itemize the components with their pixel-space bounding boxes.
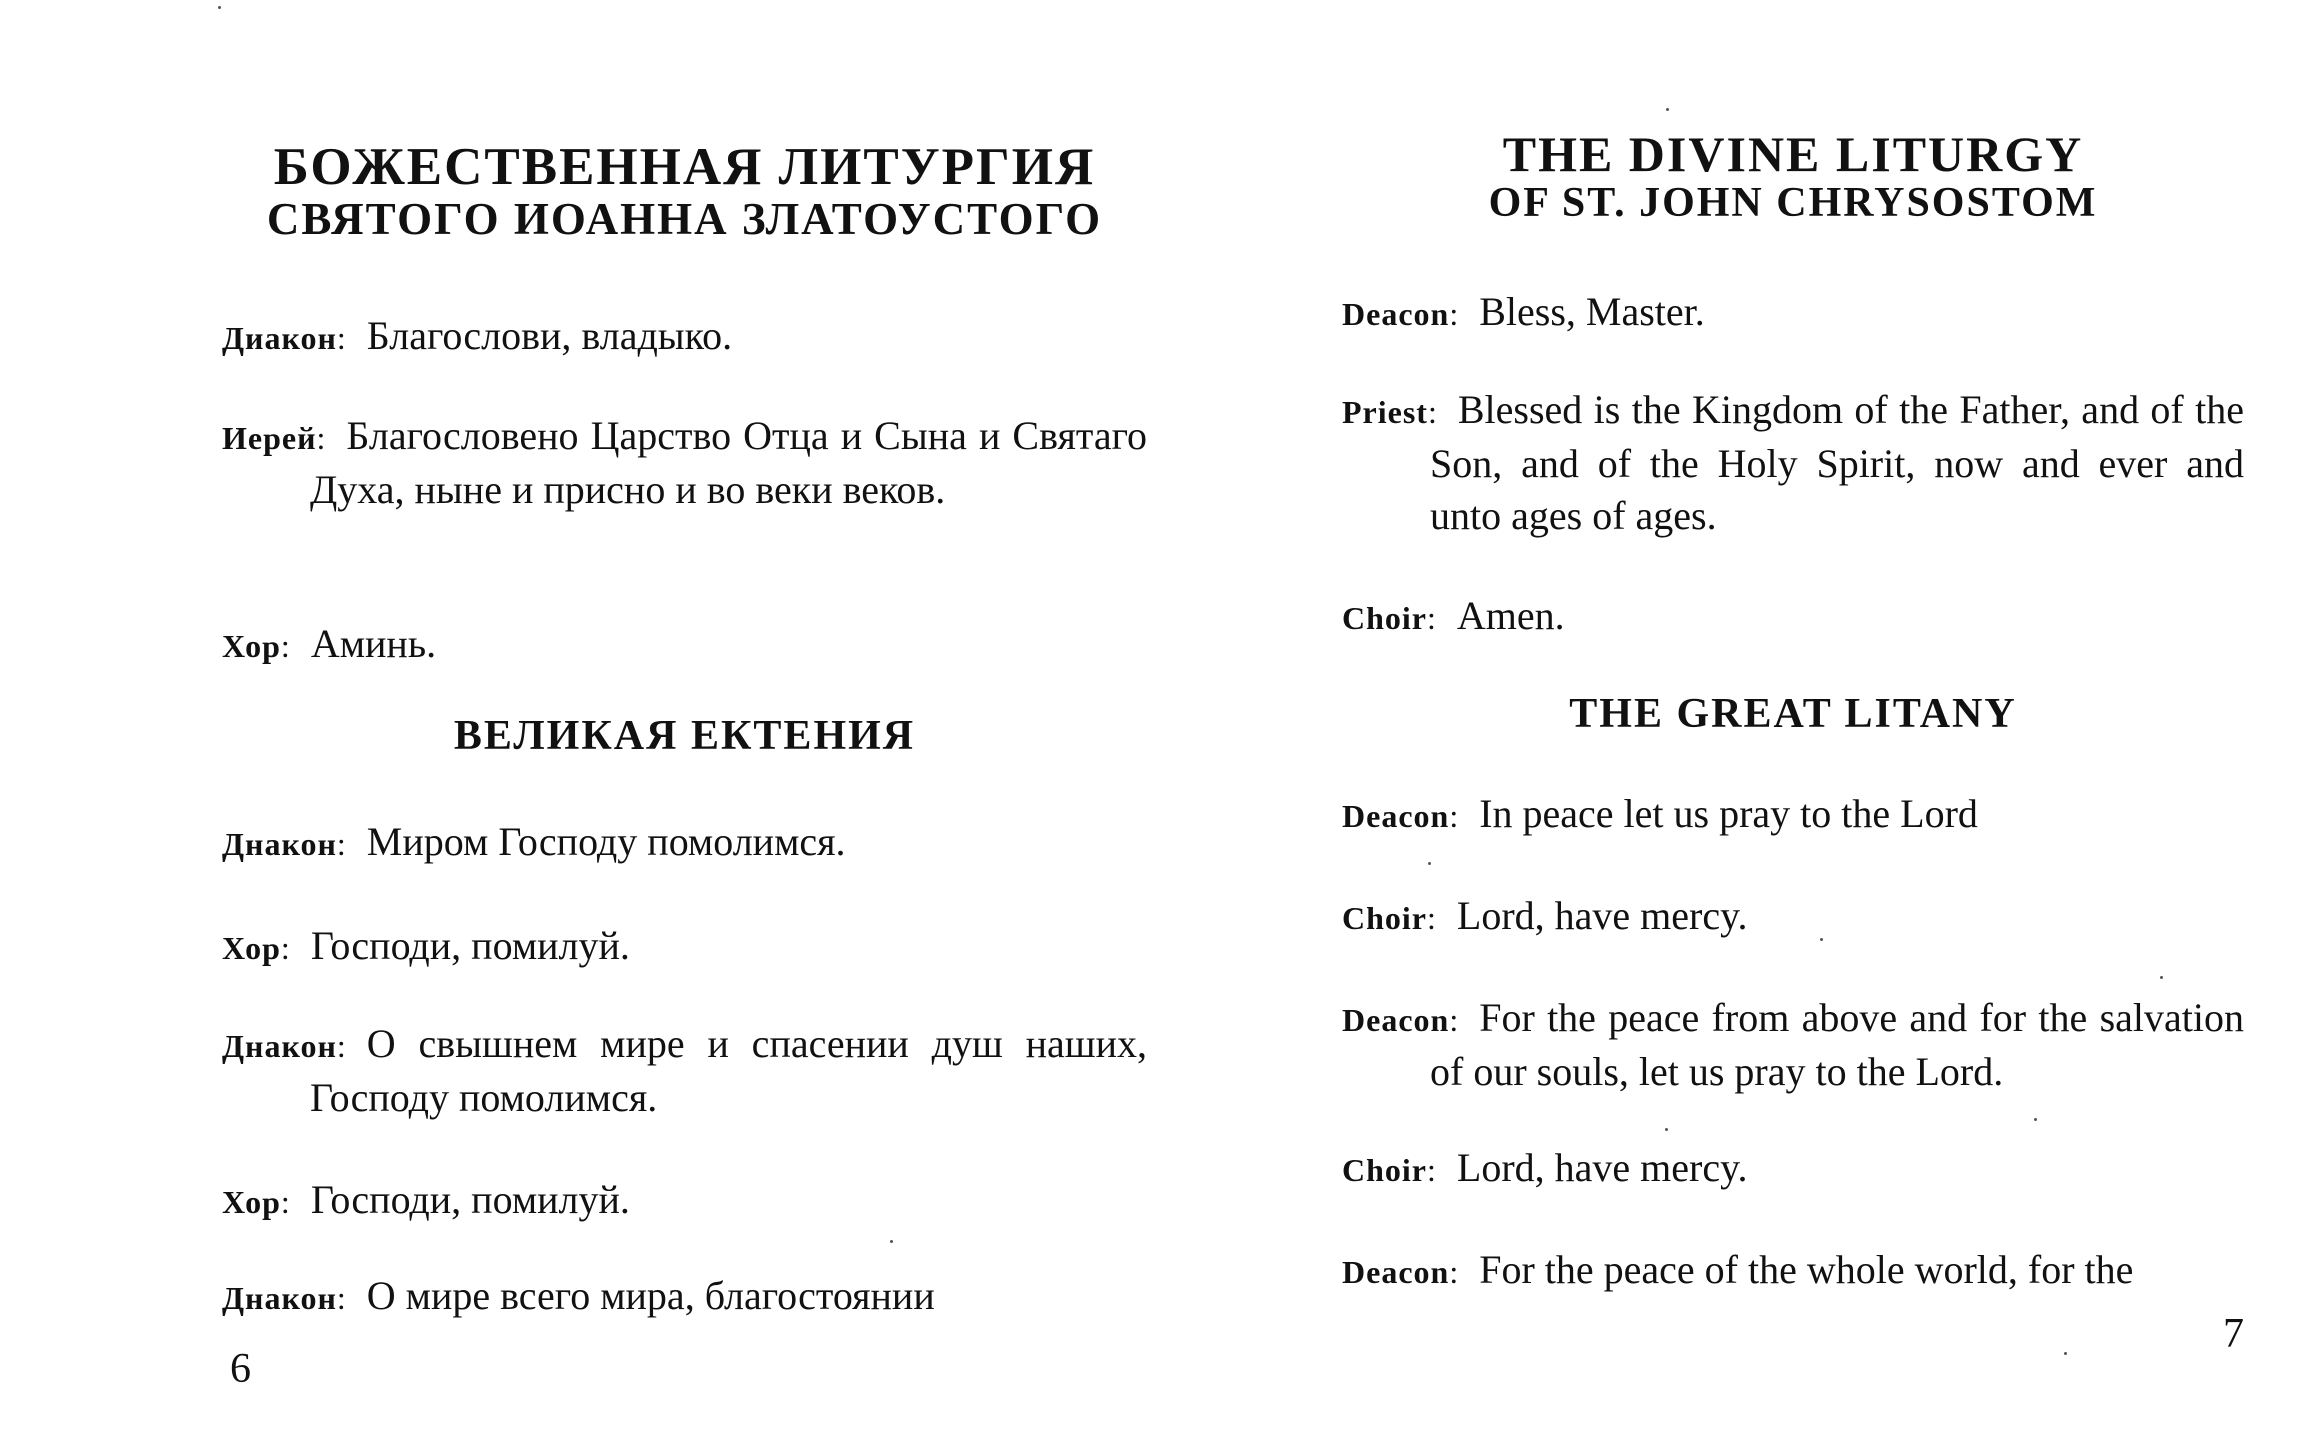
left-entry [222, 410, 1147, 516]
entry-text: For the peace of the whole world, for the [1479, 1247, 2134, 1292]
speaker-label: Хор : [222, 628, 291, 664]
entry-text: Аминь. [310, 621, 437, 666]
left-page-subtitle: СВЯТОГО ИОАННА ЗЛАТОУСТОГО [266, 193, 1103, 244]
entry-text: Миром Господу помолимся. [366, 819, 846, 864]
left-entry [222, 1174, 1147, 1228]
left-page [222, 0, 1147, 1445]
left-entry [222, 1018, 1147, 1124]
scan-speck [1820, 938, 1823, 941]
entry-text: Bless, Master. [1479, 289, 1705, 334]
speaker-label: Deacon : [1342, 798, 1459, 834]
scan-speck [1666, 108, 1669, 111]
scan-speck [2034, 1118, 2037, 1121]
right-entry [1342, 384, 2244, 542]
right-entry [1342, 1244, 2244, 1298]
right-entry [1342, 992, 2244, 1098]
right-entry [1342, 1142, 2244, 1196]
right-page-subtitle: OF ST. JOHN CHRYSOSTOM [1488, 179, 2098, 226]
right-section-heading-block [1342, 690, 2244, 738]
scan-speck [890, 1240, 893, 1243]
scan-speck [1665, 1128, 1668, 1131]
scan-speck [218, 6, 221, 9]
left-entry [222, 816, 1147, 870]
entry-text: Lord, have mercy. [1456, 1145, 1748, 1190]
right-entry [1342, 890, 2244, 944]
right-page [1342, 0, 2244, 1445]
speaker-label: Choir : [1342, 900, 1437, 936]
entry-text: Господи, помилуй. [310, 1177, 630, 1222]
entry-text: For the peace from above and for the salvation of our souls, let us pray to the Lord. [1430, 995, 2244, 1094]
left-entry [222, 920, 1147, 974]
left-entry [222, 310, 1147, 364]
speaker-label: Deacon : [1342, 1002, 1459, 1038]
speaker-label: Хор : [222, 1184, 291, 1220]
right-entry [1342, 286, 2244, 340]
entry-text: Lord, have mercy. [1456, 893, 1748, 938]
right-section-heading: THE GREAT LITANY [1569, 691, 2017, 737]
entry-text: Amen. [1456, 593, 1565, 638]
right-page-title: THE DIVINE LITURGY [1502, 126, 2084, 182]
scan-speck [1428, 862, 1431, 865]
entry-text: О свышнем мире и спасении душ наших, Господу помолимся. [310, 1021, 1147, 1120]
entry-text: Blessed is the Kingdom of the Father, and of the Son, and of the Holy Spirit, now and ever and unto ages of ages. [1430, 387, 2244, 538]
entry-text: Благословено Царство Отца и Сына и Святаго Духа, ныне и присно и во веки веков. [310, 413, 1147, 512]
speaker-label: Choir : [1342, 1152, 1437, 1188]
left-entry [222, 618, 1147, 672]
speaker-label: Диакон : [222, 320, 347, 356]
left-section-heading-block [222, 712, 1147, 760]
left-section-heading: ВЕЛИКАЯ ЕКТЕНИЯ [453, 713, 916, 759]
right-entry [1342, 590, 2244, 644]
right-entry [1342, 788, 2244, 842]
left-entry [222, 1270, 1147, 1324]
speaker-label: Хор : [222, 930, 291, 966]
speaker-label: Deacon : [1342, 1254, 1459, 1290]
left-page-number: 6 [230, 1346, 251, 1392]
speaker-label: Choir : [1342, 600, 1437, 636]
left-page-title: БОЖЕСТВЕННАЯ ЛИТУРГИЯ [273, 138, 1096, 196]
speaker-label: Днакон : [222, 1028, 347, 1064]
right-page-number: 7 [2223, 1311, 2244, 1357]
speaker-label: Deacon : [1342, 296, 1459, 332]
scan-speck [2064, 1352, 2067, 1355]
scan-speck [2160, 976, 2163, 979]
left-title-block [222, 140, 1147, 243]
speaker-label: Днакон : [222, 1280, 347, 1316]
entry-text: Благослови, владыко. [366, 313, 733, 358]
speaker-label: Днакон : [222, 826, 347, 862]
entry-text: Господи, помилуй. [310, 923, 630, 968]
entry-text: О мире всего мира, благостоянии [366, 1273, 935, 1318]
entry-text: In peace let us pray to the Lord [1479, 791, 1978, 836]
speaker-label: Иерей : [222, 420, 326, 456]
speaker-label: Priest : [1342, 394, 1438, 430]
right-title-block [1342, 128, 2244, 225]
